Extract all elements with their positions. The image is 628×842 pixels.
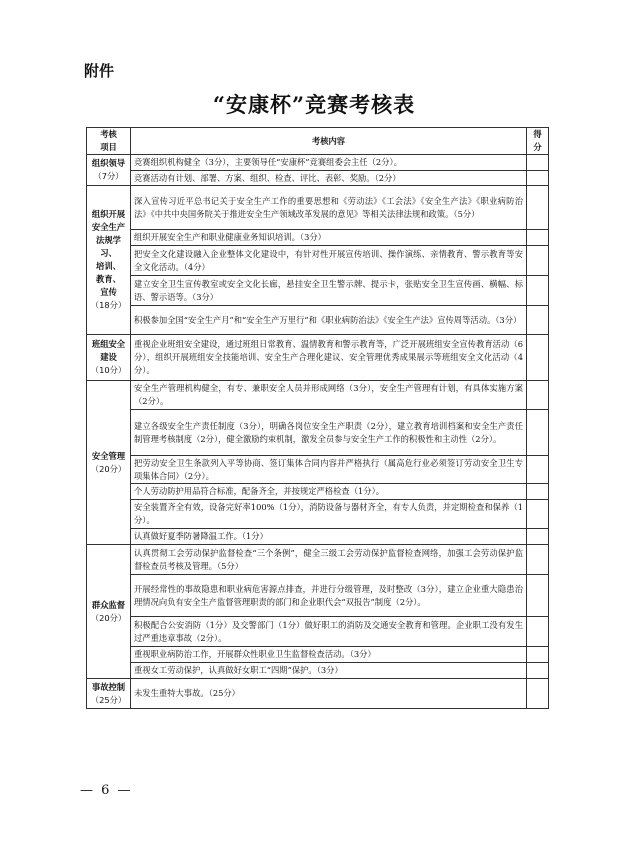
table-row bbox=[87, 186, 549, 230]
table-row bbox=[87, 679, 549, 709]
assessment-item: 未发生重特大事故。（25分） bbox=[131, 679, 527, 709]
table-row bbox=[87, 484, 549, 500]
assessment-item: 开展经常性的事故隐患和职业病危害源点排查，并进行分级管理，及时整改（3分），建立企业重大隐患治理情况向负有安全生产监督管理职责的部门和企业职代会“双报告”制度（2分）。 bbox=[131, 575, 527, 617]
assessment-item: 积极配合公安消防（1分）及交警部门（1分）做好职工的消防及交通安全教育和管理。企业职工没有发生过严重违章事故（2分）。 bbox=[131, 617, 527, 647]
section-name-line: 宣传 bbox=[100, 287, 117, 297]
score-cell[interactable] bbox=[527, 529, 549, 545]
score-cell[interactable] bbox=[527, 617, 549, 647]
table-body bbox=[87, 155, 549, 709]
table-row bbox=[87, 663, 549, 679]
table-row bbox=[87, 500, 549, 529]
header-project bbox=[87, 128, 131, 155]
score-cell[interactable] bbox=[527, 410, 549, 456]
section-score: （7分） bbox=[93, 171, 124, 181]
section-name bbox=[87, 381, 131, 545]
header-score bbox=[527, 128, 549, 155]
score-cell[interactable] bbox=[527, 456, 549, 484]
table-row bbox=[87, 575, 549, 617]
table-row bbox=[87, 246, 549, 276]
section-score: （25分） bbox=[90, 694, 127, 705]
score-cell[interactable] bbox=[527, 171, 549, 186]
section-name-line: 群众监督 bbox=[91, 599, 126, 610]
table-row bbox=[87, 335, 549, 381]
section-name-line: 组织领导 bbox=[91, 158, 126, 168]
section-name bbox=[87, 186, 131, 335]
assessment-item: 认真贯彻工会劳动保护监督检查“三个条例”，健全三级工会劳动保护监督检查网络，加强工会劳动保护监督检查员考核及管理。（5分） bbox=[131, 545, 527, 575]
section-name-line: 事故控制 bbox=[91, 681, 126, 692]
table-row bbox=[87, 529, 549, 545]
assessment-item: 竞赛组织机构健全（3分），主要领导任“安康杯”竞赛组委会主任（2分）。 bbox=[131, 155, 527, 171]
section-name-line: 法规学习、 bbox=[96, 235, 121, 258]
table-row bbox=[87, 381, 549, 410]
section-name bbox=[87, 335, 131, 381]
assessment-item: 安全装置齐全有效，设备完好率100%（1分），消防设备与器材齐全，有专人负责，并定期检查和保养（1分）。 bbox=[131, 500, 527, 529]
section-name-line: 培训、 bbox=[96, 261, 121, 271]
score-cell[interactable] bbox=[527, 545, 549, 575]
score-cell[interactable] bbox=[527, 186, 549, 230]
table-row bbox=[87, 647, 549, 663]
assessment-item: 把安全文化建设融入企业整体文化建设中，有针对性开展宣传培训、操作演练、亲情教育、警示教育等安全文化活动。（4分） bbox=[131, 246, 527, 276]
score-cell[interactable] bbox=[527, 335, 549, 381]
score-cell[interactable] bbox=[527, 663, 549, 679]
assessment-item: 竞赛活动有计划、部署、方案、组织、检查、评比、表彰、奖励。（2分） bbox=[131, 171, 527, 186]
table-row bbox=[87, 230, 549, 246]
section-name-line: 建设 bbox=[100, 352, 117, 362]
assessment-item: 组织开展安全生产和职业健康业务知识培训。（3分） bbox=[131, 230, 527, 246]
assessment-item: 个人劳动防护用品符合标准，配备齐全，并按规定严格检查（1分）。 bbox=[131, 484, 527, 500]
score-cell[interactable] bbox=[527, 246, 549, 276]
section-name-line: 教育、 bbox=[96, 274, 121, 284]
header-content: 考核内容 bbox=[131, 128, 527, 155]
section-score: （20分） bbox=[90, 463, 127, 474]
assessment-item: 建立各级安全生产责任制度（3分），明确各岗位安全生产职责（2分），建立教育培训档案和安全生产责任制管理考核制度（2分），健全激励约束机制，激发全员参与安全生产工作的积极性和主动性（2分）。 bbox=[131, 410, 527, 456]
assessment-item: 深入宣传习近平总书记关于安全生产工作的重要思想和《劳动法》《工会法》《安全生产法》《职业病防治法》《中共中央国务院关于推进安全生产领域改革发展的意见》等相关法律法规和政策。（5分） bbox=[131, 186, 527, 230]
section-name bbox=[87, 155, 131, 186]
section-score: （10分） bbox=[90, 365, 127, 375]
header-project-line: 考核 bbox=[100, 129, 117, 139]
header-project-line: 项目 bbox=[100, 142, 117, 152]
score-cell[interactable] bbox=[527, 647, 549, 663]
score-cell[interactable] bbox=[527, 500, 549, 529]
header-score-line: 分 bbox=[533, 142, 542, 152]
assessment-item: 重视职业病防治工作，开展群众性职业卫生监督检查活动。（3分） bbox=[131, 647, 527, 663]
document-title: “安康杯”竞赛考核表 bbox=[212, 92, 416, 117]
score-cell[interactable] bbox=[527, 484, 549, 500]
section-score: （18分） bbox=[90, 300, 127, 310]
table-row bbox=[87, 545, 549, 575]
assessment-item: 认真做好夏季防暑降温工作。（1分） bbox=[131, 529, 527, 545]
section-name-line: 安全管理 bbox=[91, 450, 126, 461]
assessment-item: 安全生产管理机构健全，有专、兼职安全人员并形成网络（3分），安全生产管理有计划，有具体实施方案（2分）。 bbox=[131, 381, 527, 410]
section-name-line: 安全生产 bbox=[91, 222, 126, 232]
page-number: — 6 — bbox=[80, 783, 133, 798]
assessment-item: 建立安全卫生宣传教室或安全文化长廊，悬挂安全卫生警示牌、提示卡，张贴安全卫生宣传画、横幅、标语、警示语等。（3分） bbox=[131, 276, 527, 306]
section-name bbox=[87, 545, 131, 679]
assessment-table bbox=[86, 127, 549, 709]
table-row bbox=[87, 276, 549, 306]
table-row bbox=[87, 155, 549, 171]
score-cell[interactable] bbox=[527, 276, 549, 306]
score-cell[interactable] bbox=[527, 679, 549, 709]
table-row bbox=[87, 171, 549, 186]
score-cell[interactable] bbox=[527, 381, 549, 410]
attachment-label: 附件 bbox=[84, 62, 115, 80]
score-cell[interactable] bbox=[527, 155, 549, 171]
score-cell[interactable] bbox=[527, 306, 549, 335]
table-row bbox=[87, 617, 549, 647]
assessment-item: 积极参加全国“安全生产月”和“安全生产万里行”和《职业病防治法》《安全生产法》宣传周等活动。（3分） bbox=[131, 306, 527, 335]
score-cell[interactable] bbox=[527, 575, 549, 617]
assessment-item: 重视企业班组安全建设，通过班组日常教育、温情教育和警示教育等，广泛开展班组安全宣传教育活动（6分），组织开展班组安全技能培训、安全生产合理化建议、安全管理优秀成果展示等班组安全文化活动（4分）。 bbox=[131, 335, 527, 381]
assessment-item: 重视女工劳动保护，认真做好女职工“四期”保护。（3分） bbox=[131, 663, 527, 679]
table-row bbox=[87, 306, 549, 335]
table-row bbox=[87, 456, 549, 484]
table-row bbox=[87, 410, 549, 456]
header-score-line: 得 bbox=[533, 129, 542, 139]
score-cell[interactable] bbox=[527, 230, 549, 246]
section-name-line: 班组安全 bbox=[91, 339, 126, 349]
section-score: （20分） bbox=[90, 612, 127, 623]
assessment-item: 把劳动安全卫生条款列入平等协商、签订集体合同内容并严格执行（属高危行业必须签订劳动安全卫生专项集体合同）（2分）。 bbox=[131, 456, 527, 484]
section-name-line: 组织开展 bbox=[91, 209, 126, 219]
section-name bbox=[87, 679, 131, 709]
